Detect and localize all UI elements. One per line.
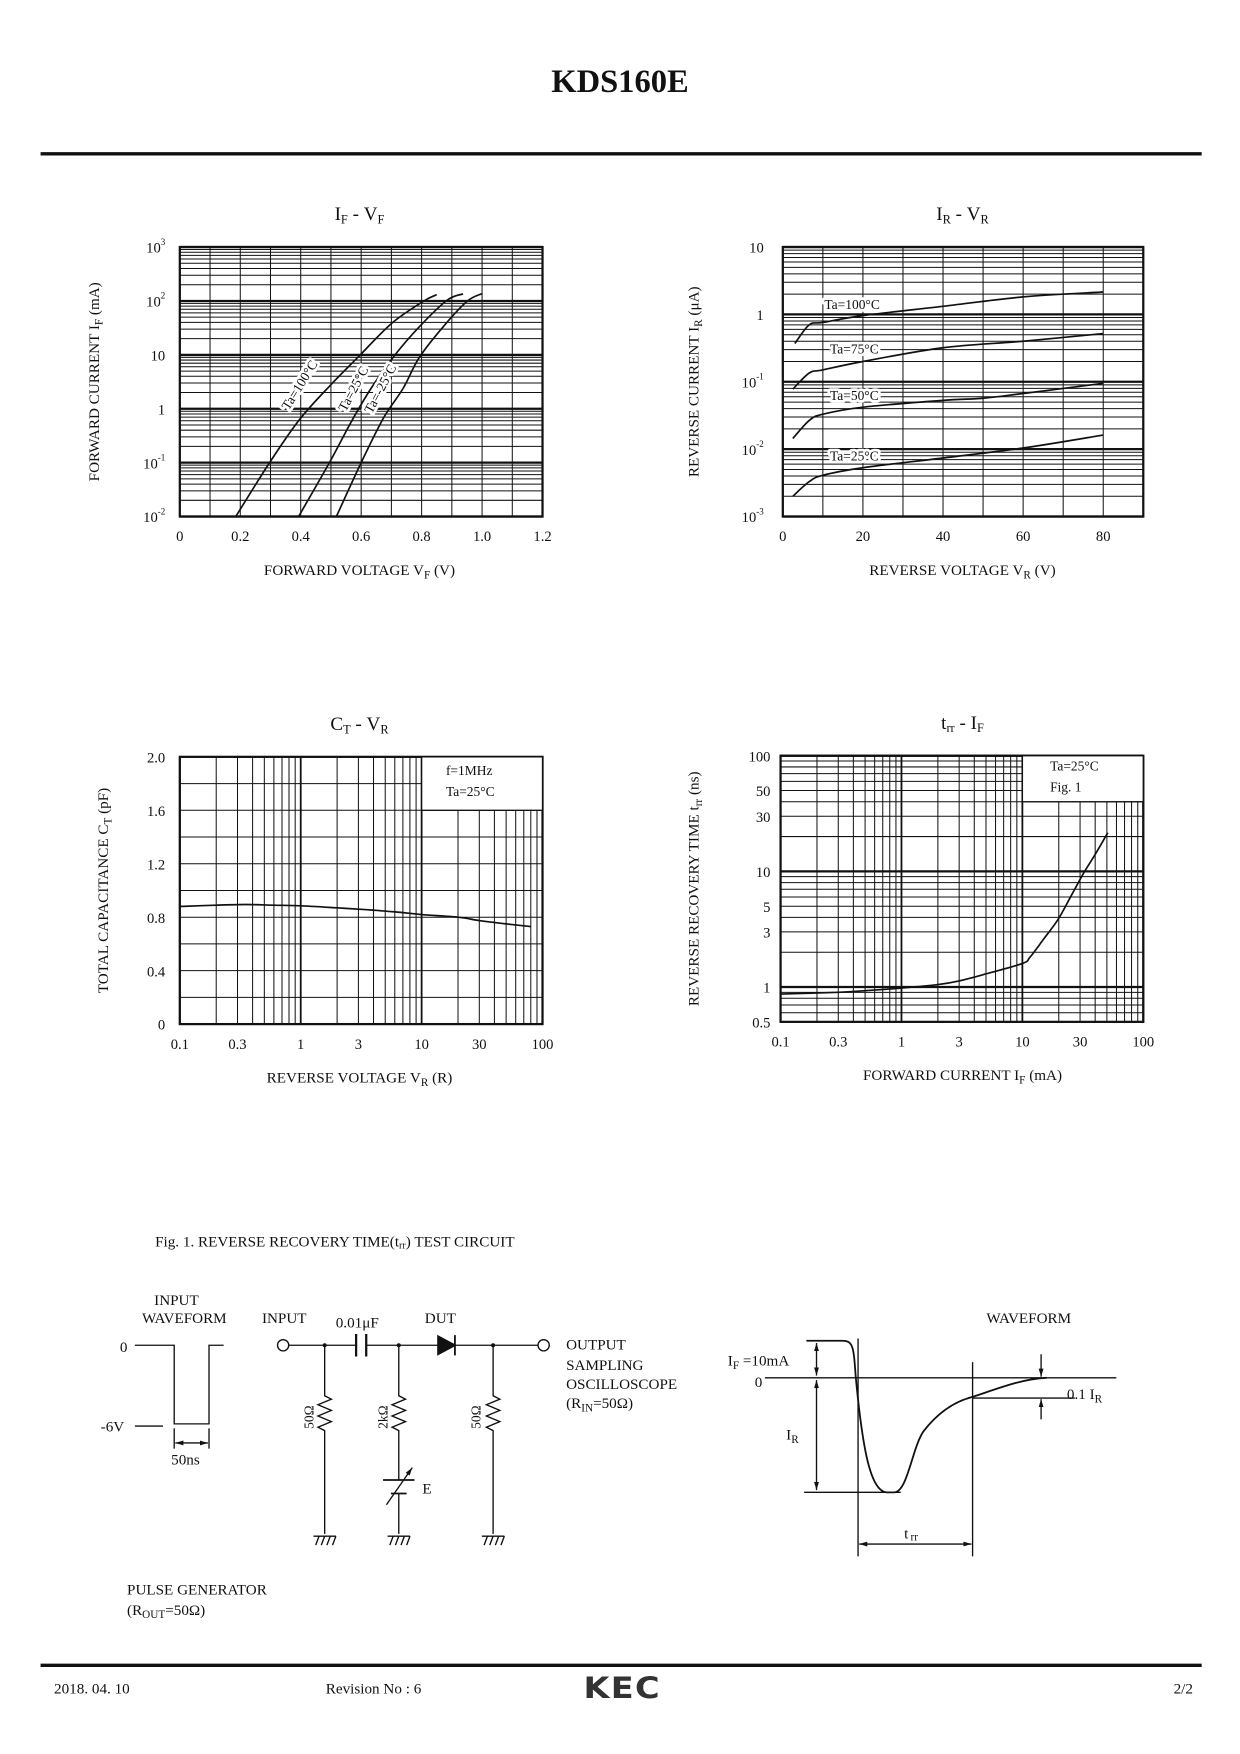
x-tick-label: 80: [1095, 529, 1111, 546]
y-tick-label: [742, 372, 764, 392]
axis-title-part: (V): [1030, 561, 1056, 579]
title-part: R: [942, 212, 951, 227]
chart-3: [95, 714, 554, 1089]
title-part: -: [350, 713, 367, 735]
tick-exponent: -2: [157, 506, 166, 517]
chart-2: [686, 204, 1144, 581]
recovery-waveform-diagram: [728, 1310, 1117, 1557]
y-axis-title: [686, 771, 705, 1006]
tick-base: 2.0: [146, 750, 166, 767]
axis-title-part: (μA): [685, 286, 703, 320]
y-tick-label: [143, 452, 165, 472]
tick-exponent: 3: [160, 236, 166, 247]
tick-base: 1.6: [146, 803, 166, 820]
y-tick-label: [756, 865, 771, 881]
x-tick-label: 3: [354, 1036, 363, 1053]
title-part: R: [380, 722, 389, 737]
axis-title-part: (V): [430, 561, 456, 579]
series-label: Ta=50°C: [829, 387, 879, 403]
recovery-current-curve: [806, 1341, 1046, 1493]
y-tick-label: [158, 1018, 165, 1034]
generator-label-1: PULSE GENERATOR: [127, 1581, 267, 1599]
tick-exponent: -2: [756, 438, 764, 449]
title-part: -: [950, 204, 967, 226]
output-label-2: SAMPLING: [566, 1356, 644, 1374]
x-tick-label: 3: [955, 1034, 963, 1051]
title-part: R: [980, 212, 989, 227]
y-tick-label: [147, 911, 165, 927]
chart-grid: [783, 247, 1143, 517]
tick-base: 100: [748, 749, 771, 766]
y-tick-label: [742, 506, 765, 526]
series-label: Ta=-25°C: [361, 361, 400, 416]
title-part: V: [363, 204, 378, 226]
y-tick-label: [146, 291, 165, 311]
tick-base: 10: [741, 442, 757, 459]
series-line: [336, 294, 482, 517]
waveform-title: WAVEFORM: [986, 1309, 1072, 1327]
axis-title-part: REVERSE CURRENT I: [685, 326, 703, 478]
axis-title-part: FORWARD CURRENT I: [862, 1067, 1020, 1085]
x-tick-label: 1.0: [472, 529, 492, 546]
axis-title-part: TOTAL CAPACITANCE C: [94, 824, 112, 994]
x-tick-label: 0.6: [352, 529, 371, 546]
tick-base: 10: [143, 456, 158, 473]
y-tick-label: [756, 810, 771, 826]
tick-exponent: -1: [157, 452, 166, 463]
x-tick-label: 10: [1015, 1034, 1030, 1051]
x-axis-title: [863, 1067, 1062, 1086]
tick-base: 10: [146, 294, 161, 311]
y-tick-label: [749, 241, 764, 257]
axis-title-part: (mA): [1025, 1067, 1063, 1085]
tick-base: 1.2: [146, 857, 166, 874]
x-tick-label: 1: [897, 1034, 906, 1051]
ground-icon: [313, 1536, 335, 1545]
series-label: Ta=25°C: [829, 448, 879, 464]
x-tick-label: 0.8: [412, 529, 431, 546]
title-part: rr: [946, 721, 955, 736]
x-tick-label: 30: [1072, 1034, 1088, 1051]
x-tick-label: 0: [779, 529, 787, 546]
x-tick-label: 30: [472, 1036, 487, 1053]
series-label: Ta=100°C: [824, 296, 880, 312]
tick-base: 10: [146, 240, 161, 257]
x-tick-label: 0.4: [291, 529, 310, 546]
axis-title-part: F: [1019, 1074, 1026, 1087]
series-label: Ta=75°C: [829, 341, 879, 357]
chart-title: [335, 204, 385, 226]
chart-title: [941, 713, 984, 735]
x-tick-label: 1: [297, 1036, 305, 1053]
y-axis-title: [95, 788, 114, 993]
y-tick-label: [147, 964, 166, 980]
axis-title-part: (pF): [94, 787, 112, 818]
input-pulse-waveform: [135, 1345, 224, 1426]
pulse-width-label: 50ns: [171, 1451, 200, 1469]
axis-title-part: F: [93, 318, 106, 326]
capacitor-label: 0.01μF: [335, 1314, 379, 1332]
legend-text: Fig. 1: [1050, 779, 1082, 795]
title-part: -: [347, 204, 364, 226]
title-part: t: [941, 712, 947, 734]
chart-title: [330, 714, 389, 736]
tick-base: 10: [741, 375, 757, 392]
tick-exponent: -1: [756, 371, 764, 382]
y-tick-label: [147, 857, 165, 873]
y-tick-label: [147, 804, 165, 820]
tick-base: 1: [157, 402, 166, 419]
axis-title-part: R: [420, 1076, 429, 1089]
axis-title-part: R: [1023, 569, 1031, 582]
chart-4: [686, 713, 1155, 1087]
axis-title-part: F: [423, 569, 431, 582]
tick-base: 10: [150, 348, 166, 365]
title-part: I: [936, 204, 943, 226]
axis-title-part: R: [692, 319, 705, 327]
output-terminal-icon: [538, 1340, 549, 1351]
x-tick-label: 60: [1015, 529, 1031, 546]
zero-label: 0: [754, 1373, 763, 1391]
title-part: C: [330, 713, 344, 735]
tick-base: 50: [755, 784, 771, 801]
diode-icon: [438, 1335, 455, 1355]
output-label-3: OSCILLOSCOPE: [566, 1376, 678, 1394]
resistor-icon: [392, 1345, 405, 1534]
if-label: $I_F =10mA$: [727, 1352, 790, 1372]
input-terminal-label: INPUT: [261, 1309, 307, 1327]
tick-base: 0: [157, 1017, 166, 1034]
input-low-label: -6V: [100, 1418, 125, 1436]
test-circuit: [101, 1233, 677, 1621]
x-tick-label: 40: [935, 529, 951, 546]
y-tick-label: [763, 900, 770, 916]
title-part: F: [340, 212, 348, 227]
kec-logo: KEC: [583, 1671, 661, 1706]
footer-date: 2018. 04. 10: [54, 1680, 130, 1698]
axis-title-part: REVERSE VOLTAGE V: [266, 1069, 421, 1087]
x-tick-label: 0.3: [228, 1036, 247, 1053]
x-tick-label: 10: [414, 1036, 429, 1053]
resistor-label-2: 2kΩ: [375, 1405, 391, 1429]
document-title: KDS160E: [551, 64, 689, 101]
x-tick-label: 0.2: [231, 529, 250, 546]
title-part: T: [343, 722, 351, 737]
ir-label: $I_R$: [786, 1426, 799, 1446]
axis-title-part: (ns): [685, 771, 703, 799]
resistor-label-3: 50Ω: [468, 1405, 484, 1429]
y-axis-title: [686, 286, 705, 477]
axis-title-part: FORWARD VOLTAGE V: [263, 561, 424, 579]
title-part: F: [377, 212, 385, 227]
series-line: [180, 905, 531, 927]
circuit-caption: Fig. 1. REVERSE RECOVERY TIME(trr) TEST CIRCUIT: [155, 1233, 515, 1252]
tick-base: 0.5: [752, 1015, 771, 1032]
y-tick-label: [143, 506, 165, 526]
title-part: V: [366, 713, 381, 735]
x-tick-label: 0: [176, 529, 184, 546]
series-line: [793, 435, 1103, 496]
axis-title-part: FORWARD CURRENT I: [85, 325, 103, 482]
x-tick-label: 0.1: [771, 1034, 790, 1051]
x-axis-title: [267, 1069, 453, 1088]
dut-label: DUT: [424, 1309, 456, 1327]
series-label: Ta=25°C: [335, 363, 372, 414]
series-line: [299, 294, 463, 517]
x-tick-label: 20: [855, 529, 871, 546]
axis-title-part: REVERSE VOLTAGE V: [869, 561, 1024, 579]
title-part: I: [970, 712, 977, 734]
axis-title-part: T: [102, 817, 115, 825]
resistor-icon: [318, 1345, 331, 1534]
x-tick-label: 100: [531, 1036, 554, 1053]
legend-text: Ta=25°C: [445, 784, 495, 800]
tick-base: 5: [763, 899, 771, 916]
tick-base: 10: [741, 510, 757, 527]
series-label: Ta=100°C: [278, 357, 321, 413]
battery-label: E: [422, 1480, 432, 1498]
x-tick-label: 0.1: [170, 1036, 189, 1053]
y-tick-label: [146, 237, 166, 257]
footer-revision: Revision No : 6: [325, 1680, 422, 1698]
y-tick-label: [151, 348, 166, 364]
charts-area: [86, 204, 1154, 1089]
x-tick-label: 1.2: [533, 529, 552, 546]
y-tick-label: [763, 925, 770, 941]
tick-base: 0.8: [146, 910, 166, 927]
output-label-1: OUTPUT: [566, 1336, 626, 1354]
pulse-width-dimension: [174, 1428, 209, 1448]
title-part: F: [976, 721, 984, 736]
tick-base: 0.4: [146, 964, 166, 981]
y-tick-label: [756, 308, 763, 324]
tick-base: 1: [763, 980, 771, 997]
x-tick-label: 0.3: [829, 1034, 848, 1051]
ground-icon: [388, 1536, 410, 1545]
tick-base: 10: [755, 864, 771, 881]
tick-base: 1: [756, 308, 764, 325]
y-axis-title: [86, 282, 105, 481]
tick-base: 10: [143, 510, 158, 527]
title-part: -: [954, 712, 971, 734]
x-axis-title: [264, 562, 455, 581]
footer-page-number: 2/2: [1173, 1680, 1193, 1698]
resistor-label-1: 50Ω: [301, 1405, 317, 1429]
axis-title-part: (mA): [85, 282, 103, 319]
legend-text: Ta=25°C: [1050, 758, 1099, 774]
capacitor-icon: [356, 1334, 366, 1356]
ground-icon: [482, 1536, 504, 1545]
chart-title: [936, 204, 989, 226]
y-tick-label: [756, 784, 771, 800]
generator-label-2: $(R_{OUT}=50\Omega)$: [127, 1601, 206, 1622]
x-tick-label: 100: [1132, 1034, 1155, 1051]
tenth-ir-label: 0.1 $I_R$: [1066, 1386, 1103, 1406]
x-axis-title: [869, 562, 1055, 581]
resistor-icon: [486, 1345, 499, 1534]
tick-base: 30: [755, 809, 771, 826]
axis-title-part: rr: [692, 798, 705, 807]
tick-base: 3: [763, 925, 771, 942]
output-label-4: $(R_{IN}=50\Omega)$: [566, 1395, 634, 1415]
chart-1: [86, 204, 552, 581]
trr-label: t rr: [904, 1525, 919, 1544]
title-part: I: [334, 204, 341, 226]
y-tick-label: [763, 981, 770, 997]
y-tick-label: [158, 402, 165, 418]
input-zero-label: 0: [119, 1338, 128, 1356]
tick-exponent: -3: [756, 506, 764, 517]
input-terminal-icon: [278, 1340, 289, 1351]
tick-exponent: 2: [160, 290, 166, 301]
title-part: V: [966, 204, 981, 226]
y-tick-label: [742, 439, 764, 459]
axis-title-part: (R): [428, 1069, 453, 1087]
input-waveform-label-2: WAVEFORM: [141, 1309, 227, 1327]
y-tick-label: [147, 750, 165, 766]
legend-text: f=1MHz: [445, 762, 493, 778]
y-tick-label: [752, 1015, 770, 1031]
axis-title-part: REVERSE RECOVERY TIME t: [685, 806, 703, 1007]
y-tick-label: [749, 749, 771, 765]
tick-base: 10: [749, 240, 764, 257]
input-waveform-label-1: INPUT: [154, 1291, 199, 1309]
